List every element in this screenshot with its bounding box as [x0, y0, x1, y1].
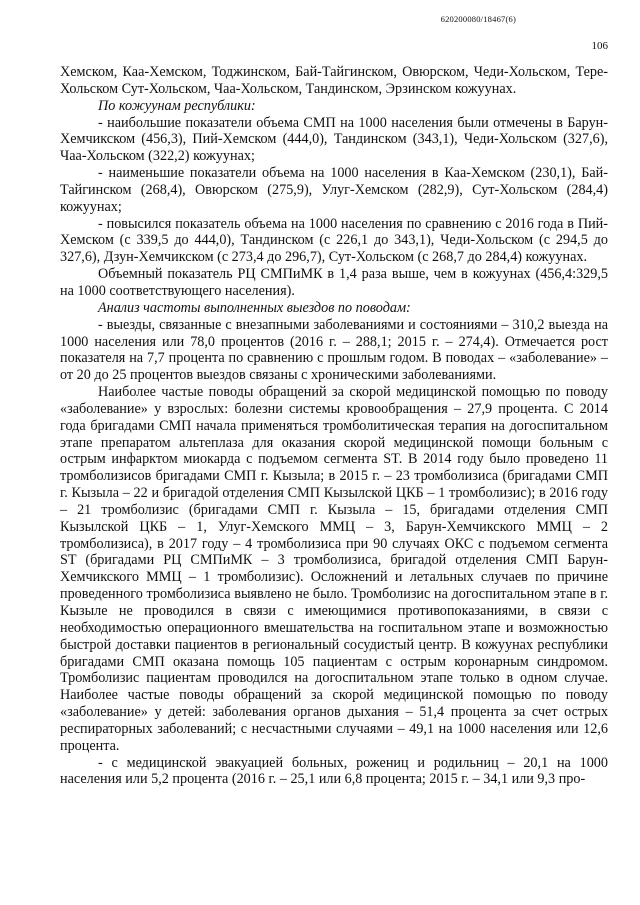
bullet-highest-volume: - наибольшие показатели объема СМП на 1000 населения были отмечены в Барун-Хемчикском (456,3), Пий-Хемском (444,0), Тандинском (343,1), Чеди-Хольском (327,6), Чаа-Хольском (322,2) кожуунах; [60, 114, 608, 165]
paragraph-districts-list: Хемском, Каа-Хемском, Тоджинском, Бай-Тайгинском, Овюрском, Чеди-Хольском, Тере-Хольском Сут-Хольском, Чаа-Хольском, Тандинском, Эрзинском кожуунах. [60, 64, 608, 97]
paragraph-volume-ratio: Объемный показатель РЦ СМПиМК в 1,4 раза выше, чем в кожуунах (456,4:329,5 на 1000 соответствующего населения). [60, 266, 608, 299]
bullet-volume-increase: - повысился показатель объема на 1000 населения по сравнению с 2016 года в Пий-Хемском (с 339,5 до 444,0), Тандинском (с 226,1 до 343,1), Чеди-Хольском (с 294,5 до 327,6), Дзун-Хемчикском (с 273,4 до 296,7), Сут-Хольском (с 268,7 до 284,4) кожуунах. [60, 215, 608, 266]
bullet-medical-evacuation: - с медицинской эвакуацией больных, рожениц и родильниц – 20,1 на 1000 населения или 5,2 процента (2016 г. – 25,1 или 6,8 процента; 2015 г. – 34,1 или 9,3 про- [60, 754, 608, 788]
paragraph-frequent-reasons: Наиболее частые поводы обращений за скорой медицинской помощью по поводу «заболевание» у взрослых: болезни системы кровообращения – 27,9 процента. С 2014 года бригадами СМП начала применяться тромболитическая терапия на догоспитальном этапе препаратом альтеплаза для оказания скорой медицинской помощи больным с острым инфарктом миокарда с подъемом сегмента ST. В 2014 году было проведено 11 тромболизисов бригадами СМП г. Кызыла; в 2015 г. – 23 тромболизиса (бригадами СМП г. Кызыла – 22 и бригадой отделения СМП Кызылской ЦКБ – 1 тромболизис); в 2016 году – 21 тромболизис (бригадами СМП г. Кызыла – 15, бригадами отделения СМП Кызылской ЦКБ – 1, Улуг-Хемского ММЦ – 3, Барун-Хемчикского ММЦ – 2 тромболизиса), в 2017 году – 4 тромболизиса при 90 случаях ОКС с подъемом сегмента ST (бригадами РЦ СМПиМК – 3 тромболизиса, бригадой отделения СМП Барун-Хемчикского ММЦ – 1 тромболизис). Осложнений и летальных случаев по причине проведенного тромболизиса выявлено не было. Тромболизис на догоспитальном этапе в г. Кызыле не проводился в связи с имеющимися противопоказаниями, в связи с необходимостью операционного вмешательства на госпитальном этапе и возможностью быстрой доставки пациентов в региональный сосудистый центр. В кожуунах республики бригадами СМП оказана помощь 105 пациентам с острым коронарным синдромом. Тромболизис пациентам проводился на догоспитальном этапе только в одном случае. Наиболее частые поводы обращений за скорой медицинской помощью по поводу «заболевание» у детей: заболевания органов дыхания – 51,4 процента за счет острых респираторных заболеваний; с несчастными случаями – 49,1 на 1000 населения или 12,6 процента. [60, 384, 608, 754]
bullet-sudden-illness-calls: - выезды, связанные с внезапными заболеваниями и состояниями – 310,2 выезда на 1000 населения или 78,0 процентов (2016 г. – 288,1; 2015 г. – 274,4). Отмечается рост показателя на 7,7 процента по сравнению с прошлым годом. В поводах – «заболевание» – от 20 до 25 процентов выездов связаны с хроническими заболеваниями. [60, 316, 608, 384]
bullet-lowest-volume: - наименьшие показатели объема на 1000 населения в Каа-Хемском (230,1), Бай-Тайгинском (268,4), Овюрском (275,9), Улуг-Хемском (282,9), Сут-Хольском (284,4) кожуунах; [60, 165, 608, 215]
subheading-call-frequency: Анализ частоты выполненных выездов по поводам: [98, 299, 411, 316]
document-id: 620200080/18467(6) [440, 14, 516, 24]
subheading-by-districts: По кожуунам республики: [98, 97, 256, 114]
page-body [60, 64, 608, 788]
page-number: 106 [591, 40, 608, 52]
